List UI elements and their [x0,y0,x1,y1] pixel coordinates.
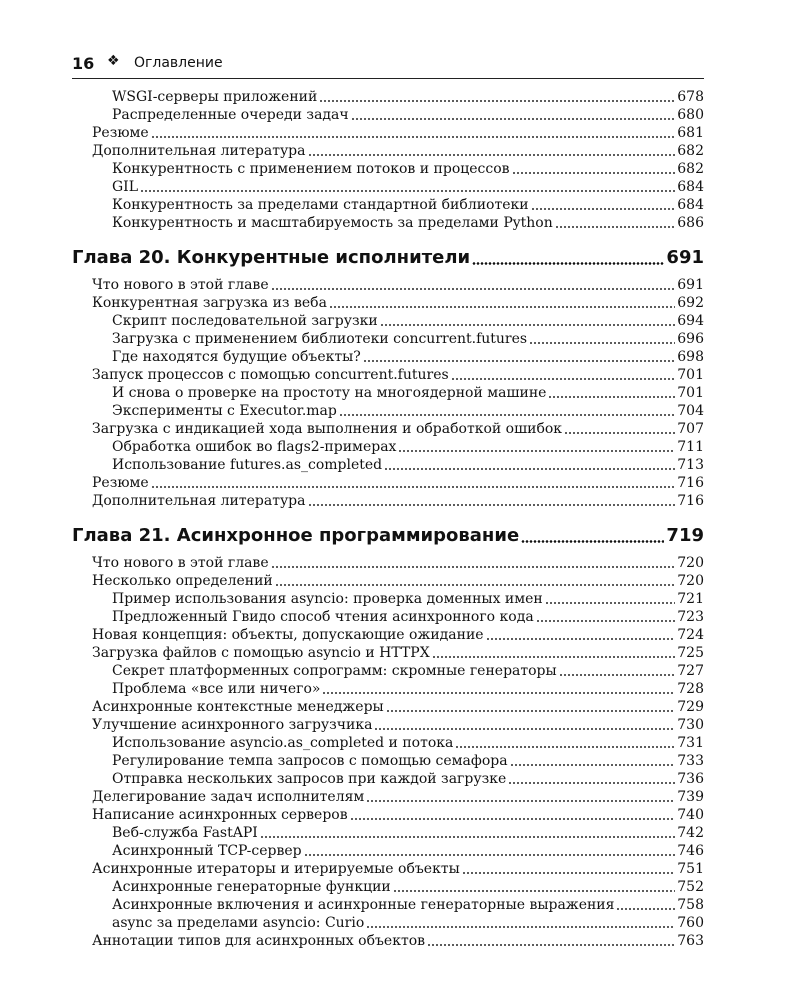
toc-entry-title: Конкурентная загрузка из веба [92,295,327,311]
toc-entry-title: Конкурентность с применением потоков и процессов [112,161,510,177]
chapter-page: 719 [666,525,704,546]
toc-entry [72,474,704,492]
dot-leader [472,262,664,265]
toc-entry [72,914,704,932]
toc-entry-title: Резюме [92,125,149,141]
toc-entry-title: Асинхронные контекстные менеджеры [92,699,384,715]
toc-entry-title: Скрипт последовательной загрузки [112,313,378,329]
toc-entry-page: 760 [677,915,704,931]
toc-entry [72,160,704,178]
toc-entry-page: 721 [677,591,704,607]
toc-entry [72,214,704,232]
dot-leader [508,782,675,784]
toc-entry [72,106,704,124]
dot-leader [304,854,676,856]
dot-leader [275,584,676,586]
toc-entry-title: Написание асинхронных серверов [92,807,348,823]
toc-entry [72,456,704,474]
toc-entry-page: 716 [677,475,704,491]
toc-entry-title: GIL [112,179,139,195]
toc-entry-title: Аннотации типов для асинхронных объектов [92,933,426,949]
toc-entry-page: 742 [677,825,704,841]
dot-leader [427,944,675,946]
toc-entry [72,124,704,142]
dot-leader [451,378,676,380]
toc-entry [72,420,704,438]
dot-leader [393,890,676,892]
toc-entry-page: 730 [677,717,704,733]
toc-entry-page: 704 [677,403,704,419]
chapter-title: Глава 21. Асинхронное программирование [72,525,520,546]
toc-entry-page: 711 [677,439,704,455]
toc-entry-title: Где находятся будущие объекты? [112,349,361,365]
dot-leader [322,692,675,694]
dot-leader [308,154,676,156]
toc-entry [72,384,704,402]
toc-entry [72,608,704,626]
toc-entry-title: Обработка ошибок во flags2-примерах [112,439,397,455]
dot-leader [510,764,676,766]
dot-leader [548,396,675,398]
toc-entry-page: 681 [677,125,704,141]
toc-entry [72,554,704,572]
toc-entry-title: Дополнительная литература [92,143,306,159]
dot-leader [559,674,676,676]
page-header [72,48,704,79]
toc-entry-page: 740 [677,807,704,823]
chapter-heading [72,246,704,270]
toc-entry-page: 701 [677,367,704,383]
toc-entry-page: 751 [677,861,704,877]
toc-entry [72,492,704,510]
toc-entry-title: Асинхронный TCP-сервер [112,843,302,859]
toc-entry-page: 723 [677,609,704,625]
toc-entry [72,402,704,420]
toc-entry-title: Регулирование темпа запросов с помощью семафора [112,753,508,769]
toc-entry-title: Эксперименты с Executor.map [112,403,337,419]
toc-entry-title: Секрет платформенных сопрограмм: скромные генераторы [112,663,557,679]
dot-leader [486,638,676,640]
dot-leader [366,800,675,802]
toc-entry-title: Пример использования asyncio: проверка доменных имен [112,591,543,607]
dot-leader [432,656,676,658]
toc-entry [72,438,704,456]
dot-leader [531,208,676,210]
toc-entry-page: 691 [677,277,704,293]
toc-entry [72,366,704,384]
toc-entry [72,590,704,608]
toc-entry-page: 725 [677,645,704,661]
dot-leader [521,540,664,543]
toc-entry-title: Несколько определений [92,573,273,589]
toc-entry-title: Проблема «все или ничего» [112,681,321,697]
toc-entry-title: Загрузка с применением библиотеки concurrent.futures [112,331,528,347]
toc-entry-page: 758 [677,897,704,913]
dot-leader [271,566,676,568]
toc-entry [72,680,704,698]
toc-entry-title: Распределенные очереди задач [112,107,349,123]
toc-entry-page: 729 [677,699,704,715]
running-title: Оглавление [134,55,223,71]
dot-leader [529,342,675,344]
toc-entry [72,572,704,590]
toc-entry [72,788,704,806]
toc-entry-title: Предложенный Гвидо способ чтения асинхронного кода [112,609,534,625]
toc-entry [72,312,704,330]
toc-entry [72,330,704,348]
toc-entry-page: 698 [677,349,704,365]
toc-entry-title: Дополнительная литература [92,493,306,509]
dot-leader [512,172,676,174]
toc-entry-title: Что нового в этой главе [92,277,269,293]
toc-entry-title: Что нового в этой главе [92,555,269,571]
toc-entry-title: Веб-служба FastAPI [112,825,258,841]
toc-entry [72,196,704,214]
toc-entry [72,824,704,842]
toc-entry-page: 692 [677,295,704,311]
toc-entry [72,806,704,824]
toc-entry [72,644,704,662]
toc-entry [72,716,704,734]
toc-entry [72,770,704,788]
dot-leader [319,100,675,102]
dot-leader [151,136,676,138]
toc-entry-title: Асинхронные включения и асинхронные генераторные выражения [112,897,615,913]
toc-entry [72,860,704,878]
chapter-heading [72,524,704,548]
chapter-title: Глава 20. Конкурентные исполнители [72,247,471,268]
dot-leader [536,620,676,622]
toc-entry [72,752,704,770]
dot-leader [462,872,676,874]
toc-entry-page: 682 [677,143,704,159]
toc-entry-page: 724 [677,627,704,643]
diamond-separator-icon: ❖ [107,53,120,69]
toc-entry-page: 720 [677,555,704,571]
toc-entry [72,842,704,860]
toc-entry-page: 713 [677,457,704,473]
toc-entry-page: 684 [677,179,704,195]
toc-entry-title: Загрузка файлов с помощью asyncio и HTTPX [92,645,430,661]
dot-leader [271,288,676,290]
toc-entry-page: 728 [677,681,704,697]
toc-entry-page: 686 [677,215,704,231]
toc-entry-title: Конкурентность и масштабируемость за пределами Python [112,215,553,231]
toc-entry-page: 682 [677,161,704,177]
dot-leader [380,324,676,326]
toc-entry [72,932,704,950]
toc-entry-title: Отправка нескольких запросов при каждой загрузке [112,771,507,787]
dot-leader [555,226,676,228]
page-number: 16 [72,54,95,73]
dot-leader [384,468,675,470]
toc-entry-page: 684 [677,197,704,213]
toc-entry [72,88,704,106]
toc-entry-title: Новая концепция: объекты, допускающие ожидание [92,627,484,643]
table-of-contents [72,88,704,950]
dot-leader [350,818,676,820]
toc-entry-page: 720 [677,573,704,589]
toc-entry-page: 678 [677,89,704,105]
dot-leader [308,504,676,506]
toc-entry-page: 707 [677,421,704,437]
dot-leader [398,450,675,452]
toc-entry-page: 739 [677,789,704,805]
dot-leader [386,710,676,712]
toc-entry-title: Конкурентность за пределами стандартной библиотеки [112,197,529,213]
chapter-page: 691 [666,247,704,268]
toc-entry-page: 716 [677,493,704,509]
toc-entry [72,142,704,160]
toc-entry [72,276,704,294]
toc-entry-title: async за пределами asyncio: Curio [112,915,365,931]
dot-leader [616,908,675,910]
toc-entry [72,626,704,644]
dot-leader [329,306,675,308]
dot-leader [363,360,676,362]
dot-leader [339,414,675,416]
toc-entry-page: 727 [677,663,704,679]
toc-entry-title: Использование futures.as_completed [112,457,383,473]
dot-leader [564,432,675,434]
dot-leader [260,836,675,838]
toc-entry [72,878,704,896]
dot-leader [351,118,676,120]
toc-entry-title: WSGI-серверы приложений [112,89,318,105]
toc-entry-page: 746 [677,843,704,859]
dot-leader [455,746,675,748]
toc-entry-page: 696 [677,331,704,347]
dot-leader [545,602,676,604]
toc-entry-page: 736 [677,771,704,787]
toc-entry-title: Асинхронные итераторы и итерируемые объекты [92,861,460,877]
toc-entry [72,348,704,366]
toc-entry-page: 733 [677,753,704,769]
dot-leader [151,486,676,488]
toc-entry [72,896,704,914]
dot-leader [374,728,675,730]
toc-entry [72,734,704,752]
toc-entry-title: Использование asyncio.as_completed и потока [112,735,454,751]
dot-leader [366,926,675,928]
toc-entry-title: Улучшение асинхронного загрузчика [92,717,373,733]
toc-entry-page: 731 [677,735,704,751]
toc-entry-page: 701 [677,385,704,401]
toc-entry-title: Запуск процессов с помощью concurrent.futures [92,367,449,383]
toc-entry [72,294,704,312]
toc-entry-page: 694 [677,313,704,329]
toc-entry-title: И снова о проверке на простоту на многоядерной машине [112,385,547,401]
toc-entry-title: Асинхронные генераторные функции [112,879,391,895]
toc-entry-title: Загрузка с индикацией хода выполнения и обработкой ошибок [92,421,563,437]
toc-entry [72,178,704,196]
toc-entry [72,662,704,680]
toc-entry-title: Резюме [92,475,149,491]
toc-entry-title: Делегирование задач исполнителям [92,789,365,805]
dot-leader [140,190,675,192]
toc-entry [72,698,704,716]
toc-entry-page: 680 [677,107,704,123]
toc-entry-page: 763 [677,933,704,949]
toc-entry-page: 752 [677,879,704,895]
